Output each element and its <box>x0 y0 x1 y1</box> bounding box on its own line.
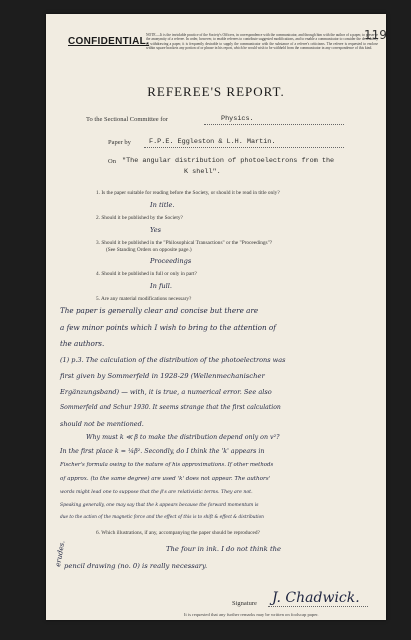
report-sheet <box>46 14 386 620</box>
authors-rule <box>144 147 344 148</box>
anonymity-note: NOTE.—It is the inviolable practice of the Society's Officers, in correspondence with the communicator, and through him with the author of a paper, to preserve the anonymity of a referee. In order, however, to enable referees to contribute suggested modifications, and to enable a communicator to consider the desirability of withdrawing a paper, it is frequently desirable to supply the communicator with the substance of a referee's criticisms. The referee is requested to enclose within square brackets any portion of or phrase in his report, which he would wish to be withheld from the communicator in any correspondence of this kind. <box>146 33 378 51</box>
paper-authors: F.P.E. Eggleston & L.H. Martin. <box>149 138 276 146</box>
question-3-note: (See Standing Orders on opposite page.) <box>106 247 192 253</box>
answer-1: In title. <box>150 201 175 209</box>
comment-line-7: Sommerfeld and Schur 1930. It seems strange that the first calculation <box>60 404 281 411</box>
paper-title-line-1: "The angular distribution of photoelectrons from the <box>122 157 335 165</box>
committee-rule <box>204 124 344 125</box>
comment-line-9: Why must k ≪ β to make the distribution depend only on v²? <box>86 434 280 441</box>
committee-value: Physics. <box>221 115 254 123</box>
question-2: 2. Should it be published by the Society? <box>96 215 183 221</box>
comment-line-11: Fischer's formula owing to the nature of his approximations. If other methods <box>60 462 274 468</box>
signature: J. Chadwick. <box>272 590 360 606</box>
footer-note: It is requested that any further remarks may be written on foolscap paper. <box>184 612 319 617</box>
answer-4: In full. <box>150 282 172 290</box>
report-title: REFEREE'S REPORT. <box>147 84 285 99</box>
question-6-answer-line-1: The four in ink. I do not think the <box>166 545 282 553</box>
comment-line-2: a few minor points which I wish to bring to the attention of <box>60 323 276 332</box>
signature-rule <box>268 606 368 607</box>
comment-line-5: first given by Sommerfeld in 1928-29 (Wellenmechanischer <box>60 372 265 380</box>
page-number: 119 <box>364 28 387 42</box>
comment-line-8: should not be mentioned. <box>60 420 144 428</box>
committee-label: To the Sectional Committee for <box>86 116 168 123</box>
comment-line-6: Ergänzungsband) — with, it is true, a numerical error. See also <box>60 388 272 396</box>
answer-3: Proceedings <box>150 257 192 265</box>
comment-line-14: Speaking generally, one may say that the k appears because the forward momentum is <box>60 503 259 508</box>
margin-note: erudes. <box>54 539 67 568</box>
question-6: 6. Which illustrations, if any, accompanying the paper should be reproduced? <box>96 530 260 536</box>
comment-line-13: words might lead one to suppose that the β's are relativistic terms. They are not. <box>60 490 253 495</box>
comment-line-15: due to the action of the magnetic force and the effect of this is to shift & effect & distribution <box>60 515 264 520</box>
question-5: 5. Are any material modifications necessary? <box>96 296 192 302</box>
comment-line-10: In the first place k = ¼β². Secondly, do I think the 'k' appears in <box>60 448 265 455</box>
signature-label: Signature <box>232 600 257 607</box>
question-1: 1. Is the paper suitable for reading before the Society, or should it be read in title only? <box>96 190 280 196</box>
paper-on-label: On <box>108 158 116 165</box>
comment-line-3: the authors. <box>60 339 105 348</box>
comment-line-1: The paper is generally clear and concise but there are <box>60 306 259 315</box>
question-3: 3. Should it be published in the "Philosophical Transactions" or the "Proceedings"? <box>96 240 273 246</box>
paper-title-line-2: K shell". <box>184 168 221 176</box>
confidential-heading: CONFIDENTIAL. <box>68 36 150 47</box>
comment-line-4: (1) p.3. The calculation of the distribution of the photoelectrons was <box>60 356 286 364</box>
question-4: 4. Should it be published in full or only in part? <box>96 271 197 277</box>
question-6-answer-line-2: pencil drawing (no. 0) is really necessary. <box>64 562 208 570</box>
comment-line-12: of approx. (to the same degree) are used 'k' does not appear. The authors' <box>60 476 271 482</box>
paper-by-label: Paper by <box>108 139 131 146</box>
answer-2: Yes <box>150 226 162 234</box>
